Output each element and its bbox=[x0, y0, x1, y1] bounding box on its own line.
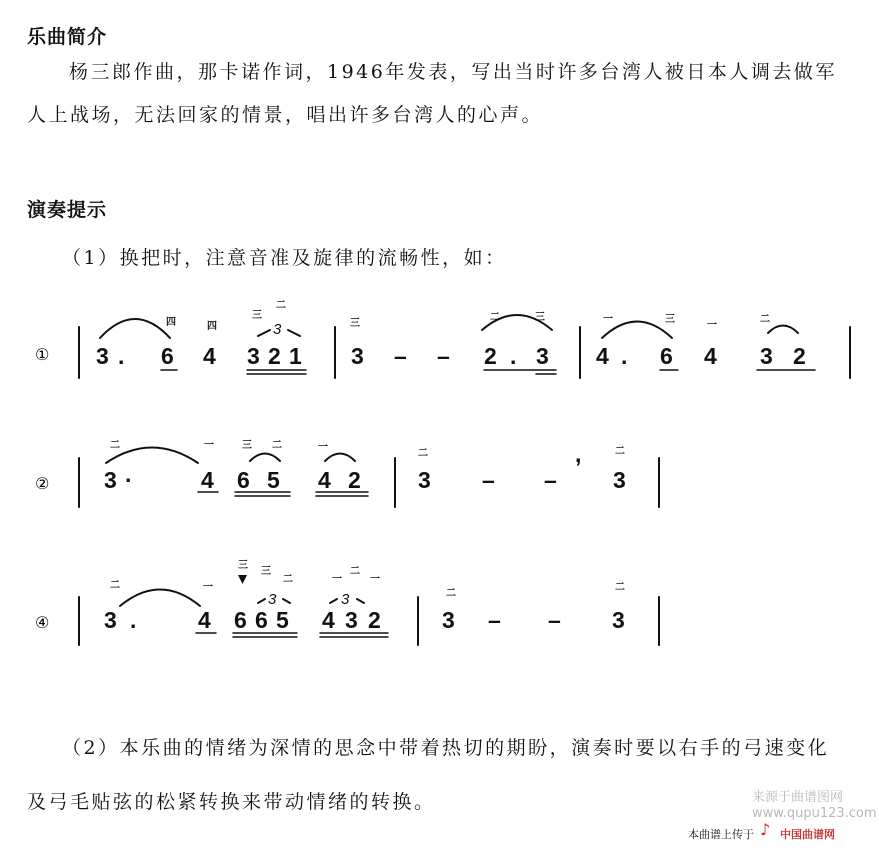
dash: – bbox=[482, 467, 495, 493]
dash: – bbox=[544, 467, 557, 493]
fingering: 二 bbox=[110, 580, 120, 591]
fingering: 三 bbox=[665, 314, 675, 325]
slur bbox=[100, 319, 170, 338]
note: 3 bbox=[104, 467, 117, 493]
accent-triangle-icon bbox=[238, 575, 247, 584]
dash: – bbox=[488, 607, 501, 633]
intro-line-2: 人上战场，无法回家的情景，唱出许多台湾人的心声。 bbox=[27, 104, 544, 126]
note: 2 bbox=[368, 607, 381, 633]
slur bbox=[120, 590, 200, 607]
example-label: ② bbox=[35, 476, 50, 493]
fingering: 二 bbox=[272, 440, 282, 451]
tips-point-1: （1）换把时，注意音准及旋律的流畅性，如： bbox=[62, 247, 507, 269]
note: 3 bbox=[536, 343, 549, 369]
fingering: 三 bbox=[350, 318, 360, 329]
note: 3 bbox=[351, 343, 364, 369]
note-dot: . bbox=[510, 343, 517, 369]
fingering: 一 bbox=[707, 320, 717, 331]
tips-point-2-line-1: （2）本乐曲的情绪为深情的思念中带着热切的期盼，演奏时要以右手的弓速变化 bbox=[62, 737, 830, 759]
fingering: 四 bbox=[166, 317, 176, 328]
note: 3 bbox=[247, 343, 260, 369]
fingering: 二 bbox=[283, 574, 293, 585]
watermark-line-2: www.qupu123.com bbox=[752, 806, 877, 821]
note: 3 bbox=[612, 607, 625, 633]
triplet-mark: 3 bbox=[268, 591, 277, 608]
watermark-line-1: 来源于曲谱图网 bbox=[752, 790, 844, 805]
fingering: 四 bbox=[207, 321, 217, 332]
note: 4 bbox=[203, 343, 216, 369]
slur bbox=[768, 326, 798, 334]
breath-mark: , bbox=[575, 441, 582, 467]
note: 5 bbox=[276, 607, 289, 633]
triplet-mark: 3 bbox=[273, 321, 282, 338]
fingering: 一 bbox=[370, 574, 380, 585]
note: 3 bbox=[760, 343, 773, 369]
slur bbox=[250, 454, 280, 462]
note: 4 bbox=[596, 343, 609, 369]
fingering: 二 bbox=[615, 582, 625, 593]
intro-heading: 乐曲简介 bbox=[27, 26, 108, 48]
note: 3 bbox=[613, 467, 626, 493]
example-label: ① bbox=[35, 347, 50, 364]
note: 2 bbox=[484, 343, 497, 369]
note: 6 bbox=[161, 343, 174, 369]
note: 3 bbox=[418, 467, 431, 493]
dash: – bbox=[548, 607, 561, 633]
triplet-mark: 3 bbox=[341, 591, 350, 608]
example-label: ④ bbox=[35, 615, 50, 632]
fingering: 一 bbox=[332, 574, 342, 585]
fingering: 三 bbox=[261, 566, 271, 577]
fingering: 一 bbox=[203, 582, 213, 593]
note: 3 bbox=[442, 607, 455, 633]
music-logo-icon: ♪ bbox=[760, 820, 771, 839]
fingering: 一 bbox=[603, 314, 613, 325]
tips-point-2-line-2: 及弓毛贴弦的松紧转换来带动情绪的转换。 bbox=[27, 791, 436, 813]
note-dot: . bbox=[130, 607, 137, 633]
note: 3 bbox=[104, 607, 117, 633]
fingering: 二 bbox=[110, 440, 120, 451]
note: 2 bbox=[793, 343, 806, 369]
dash: – bbox=[394, 343, 407, 369]
tips-heading: 演奏提示 bbox=[27, 199, 108, 221]
note: 4 bbox=[322, 607, 335, 633]
fingering: 三 bbox=[242, 440, 252, 451]
note: 5 bbox=[267, 467, 280, 493]
credit-prefix: 本曲谱上传于 bbox=[688, 828, 754, 841]
fingering: 三 bbox=[252, 310, 262, 321]
note: 1 bbox=[289, 343, 302, 369]
note: 4 bbox=[704, 343, 717, 369]
note-dot: . bbox=[621, 343, 628, 369]
fingering: 二 bbox=[446, 588, 456, 599]
note: 3 bbox=[96, 343, 109, 369]
fingering: 三 bbox=[238, 560, 248, 571]
intro-line-1: 杨三郎作曲，那卡诺作词，1946年发表，写出当时许多台湾人被日本人调去做军 bbox=[69, 61, 837, 83]
note: 2 bbox=[268, 343, 281, 369]
note: 6 bbox=[255, 607, 268, 633]
note: 3 bbox=[345, 607, 358, 633]
note: 6 bbox=[660, 343, 673, 369]
fingering: 一 bbox=[318, 442, 328, 453]
fingering: 二 bbox=[490, 312, 500, 323]
credit-site: 中国曲谱网 bbox=[780, 828, 835, 841]
note: 4 bbox=[201, 467, 214, 493]
note: 6 bbox=[237, 467, 250, 493]
fingering: 一 bbox=[204, 440, 214, 451]
note-dot: · bbox=[125, 467, 133, 493]
note: 4 bbox=[318, 467, 331, 493]
dash: – bbox=[437, 343, 450, 369]
note: 6 bbox=[234, 607, 247, 633]
fingering: 二 bbox=[350, 566, 360, 577]
note: 4 bbox=[198, 607, 211, 633]
fingering: 二 bbox=[418, 448, 428, 459]
fingering: 二 bbox=[276, 300, 286, 311]
fingering: 二 bbox=[760, 314, 770, 325]
fingering: 二 bbox=[615, 446, 625, 457]
slur bbox=[325, 454, 355, 462]
note: 2 bbox=[348, 467, 361, 493]
fingering: 三 bbox=[535, 312, 545, 323]
note-dot: . bbox=[118, 343, 125, 369]
